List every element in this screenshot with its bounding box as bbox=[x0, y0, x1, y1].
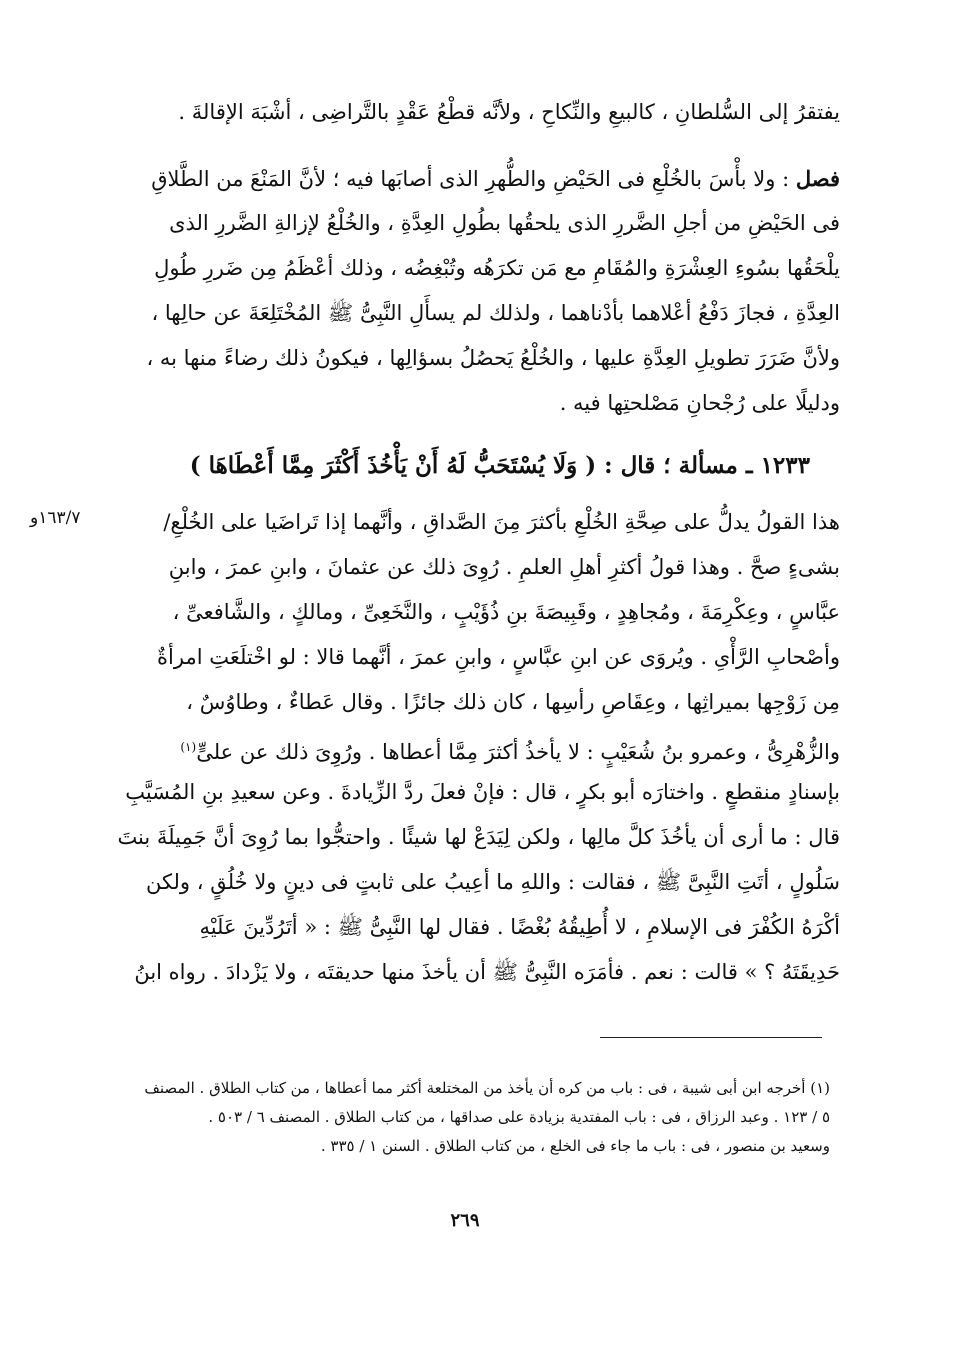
masala-number: ١٢٣٣ bbox=[760, 452, 810, 479]
page-number: ٢٦٩ bbox=[450, 1210, 480, 1231]
text-line: يفتقرُ إلى السُّلطانِ ، كالبيعِ والنِّكاحِ ، ولأنَّه قطْعُ عَقْدٍ بالتَّراضِى ، أشْبَهَ الإقالةَ . bbox=[178, 100, 840, 124]
footnotes bbox=[60, 1074, 830, 1161]
text-line: ولأنَّ ضَرَرَ تطويلِ العِدَّةِ عليها ، والخُلْعُ يَحصُلُ بسؤالِها ، فيكونُ ذلك رضاءً منها به ، bbox=[146, 346, 840, 370]
text-line: قال : ما أرى أن يأخُذَ كلَّ مالِها ، ولكن لِيَدَعْ لها شيئًا . واحتجُّوا بما رُوِىَ أنَّ جَمِيلَةَ بنتَ bbox=[117, 825, 840, 849]
footnote-line: ٥ / ١٢٣ . وعبد الرزاق ، فى : باب المفتدية بزيادة على صداقها ، من كتاب الطلاق . المصنف ٦ / ٥٠٣ . bbox=[208, 1108, 830, 1126]
text-line: عبَّاسٍ ، وعِكْرِمَةَ ، ومُجاهِدٍ ، وقَبِيصَةَ بنِ ذُؤَيْبٍ ، والنَّخَعِىِّ ، ومالكٍ ، والشَّافعىِّ ، bbox=[172, 600, 840, 624]
text-line: هذا القولُ يدلُّ على صِحَّةِ الخُلْعِ بأكثرَ مِنَ الصَّداقِ ، وأنَّهما إذا تَراضَيا على الخُلْعِ/ bbox=[163, 510, 840, 534]
footnote-divider bbox=[600, 1037, 822, 1038]
footnote-line: وسعيد بن منصور ، فى : باب ما جاء فى الخلع ، من كتاب الطلاق . السنن ١ / ٣٣٥ . bbox=[320, 1137, 830, 1155]
text-line bbox=[90, 156, 840, 201]
text-line: يلْحَقُها بسُوءِ العِشْرَةِ والمُقَامِ مع مَن تكرَهُه وتُبْغِضُه ، وذلك أعْظَمُ مِن ضَررِ طُولِ bbox=[154, 256, 840, 280]
footnote-marker: (١) bbox=[180, 740, 197, 754]
text-line: العِدَّةِ ، فجازَ دَفْعُ أعْلاهما بأدْناهما ، ولذلك لم يسأَلِ النَّبِىُّ ﷺ المُخْتَلِعَةَ عن حالِها ، bbox=[151, 301, 840, 325]
text-segment: والزُّهْرِىُّ ، وعمرو بنُ شُعَيْبٍ : لا يأخذُ أكثرَ مِمَّا أعطاها . ورُوِىَ ذلك عن علىٍّ bbox=[196, 740, 840, 764]
masala-quote: ( وَلَا يُسْتَحَبُّ لَهُ أَنْ يَأْخُذَ أَكْثَرَ مِمَّا أَعْطَاهَا ) bbox=[189, 452, 597, 479]
margin-reference: ١٦٣/٧و bbox=[30, 508, 81, 528]
text-line: ودليلًا على رُجْحانِ مَصْلحتِها فيه . bbox=[559, 391, 840, 415]
footnote-line: (١) أخرجه ابن أبى شيبة ، فى : باب من كره أن يأخذ من المختلعة أكثر مما أعطاها ، من كتاب الطلاق . المصنف bbox=[144, 1079, 830, 1097]
text-line bbox=[90, 725, 840, 770]
text-segment: : ولا بأْسَ بالخُلْعِ فى الحَيْضِ والطُّهرِ الذى أصابَها فيه ؛ لأنَّ المَنْعَ من الطَّلاقِ bbox=[151, 167, 790, 191]
text-line: حَدِيقَتَهُ ؟ » قالت : نعم . فأمَرَه النَّبِىُّ ﷺ أن يأخذَ منها حديقتَه ، ولا يَزْدادَ . رواه ابنُ bbox=[134, 960, 840, 984]
text-line: أكْرَهُ الكُفْرَ فى الإسلامِ ، لا أُطِيقُهُ بُغْضًا . فقال لها النَّبِىُّ ﷺ : « أتَرُدِّينَ عَلَيْهِ bbox=[199, 915, 840, 939]
text-line: مِن زَوْجِها بميراثِها ، وعِقَاصِ رأسِها ، كان ذلك جائزًا . وقال عَطاءٌ ، وطاوُسٌ ، bbox=[186, 690, 840, 714]
paragraph-continuation bbox=[90, 90, 840, 135]
paragraph-fasl bbox=[90, 156, 840, 426]
text-line: وأصْحابِ الرَّأْىِ . ويُروَى عن ابنِ عبَّاسٍ ، وابنِ عمرَ ، أنَّهما قالا : لو اخْتلَعَتِ امرأةٌ bbox=[157, 645, 840, 669]
masala-heading bbox=[150, 446, 810, 486]
text-line: بشىءٍ صحَّ . وهذا قولُ أكثرِ أهلِ العلمِ . رُوِىَ ذلك عن عثمانَ ، وابنِ عمرَ ، وابنِ bbox=[168, 555, 840, 579]
paragraph-commentary bbox=[90, 500, 840, 995]
text-line: سَلُولٍ ، أتَتِ النَّبِىَّ ﷺ ، فقالت : واللهِ ما أعِيبُ على ثابتٍ فى دينٍ ولا خُلُقٍ ، ولكن bbox=[145, 870, 840, 894]
text-line: فى الحَيْضِ من أجلِ الضَّررِ الذى يلحقُها بطُولِ العِدَّةِ ، والخُلْعُ لإزالةِ الضَّررِ الذى bbox=[169, 211, 840, 235]
masala-label: ـ مسألة ؛ قال : bbox=[604, 452, 753, 479]
text-line: بإسنادٍ منقطعٍ . واختارَه أبو بكرٍ ، قال : فإنْ فعلَ ردَّ الزِّيادةَ . وعن سعيدِ بنِ المُسَيَّبِ bbox=[125, 780, 840, 804]
section-label: فصل bbox=[795, 166, 840, 191]
